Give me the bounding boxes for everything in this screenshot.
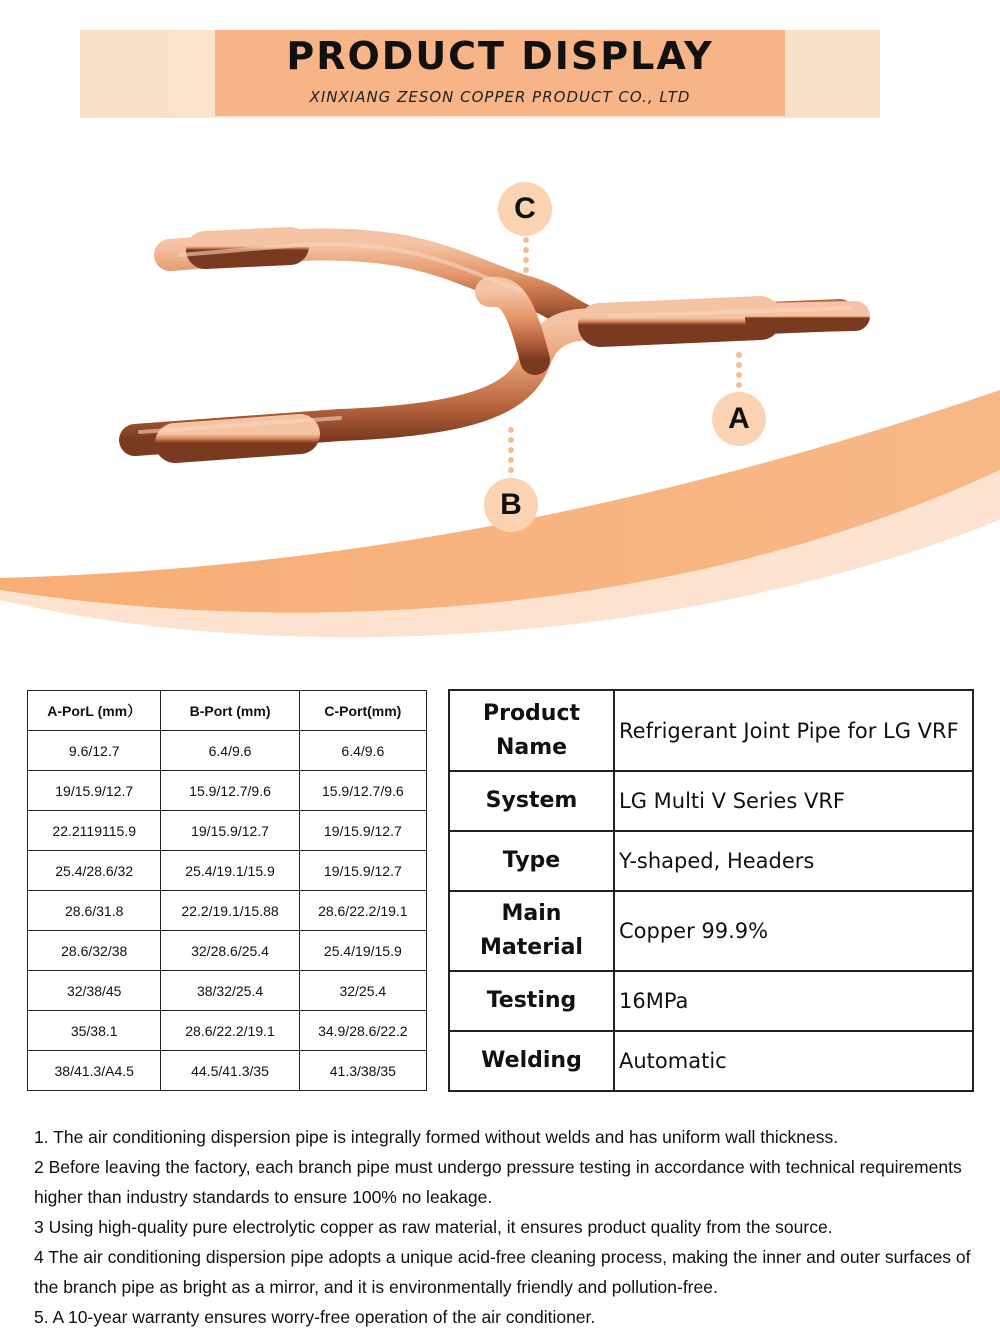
table-row	[28, 811, 427, 851]
table-row	[28, 971, 427, 1011]
spec-value: Refrigerant Joint Pipe for LG VRF	[614, 690, 973, 771]
spec-row	[449, 971, 973, 1031]
spec-key: Testing	[449, 971, 614, 1031]
header-c-port: C-Port(mm)	[299, 691, 426, 731]
table-row	[28, 931, 427, 971]
cell: 28.6/32/38	[28, 931, 161, 971]
note-item: 3 Using high-quality pure electrolytic copper as raw material, it ensures product quality from the source.	[34, 1217, 833, 1237]
spec-row	[449, 831, 973, 891]
note-item: 5. A 10-year warranty ensures worry-free operation of the air conditioner.	[34, 1307, 596, 1327]
cell: 6.4/9.6	[161, 731, 299, 771]
port-dimensions-table	[27, 690, 427, 1091]
cell: 6.4/9.6	[299, 731, 426, 771]
page-title: PRODUCT DISPLAY	[286, 34, 714, 78]
spec-key: Main Material	[449, 891, 614, 971]
table-row	[28, 1051, 427, 1091]
company-name: XINXIANG ZESON COPPER PRODUCT CO., LTD	[309, 88, 691, 106]
cell: 44.5/41.3/35	[161, 1051, 299, 1091]
table-row	[28, 731, 427, 771]
spec-value: Copper 99.9%	[614, 891, 973, 971]
spec-value: Automatic	[614, 1031, 973, 1091]
table-header-row	[28, 691, 427, 731]
table-row	[28, 851, 427, 891]
marker-a: A	[712, 392, 766, 446]
cell: 38/32/25.4	[161, 971, 299, 1011]
cell: 9.6/12.7	[28, 731, 161, 771]
table-row	[28, 771, 427, 811]
cell: 32/38/45	[28, 971, 161, 1011]
spec-row	[449, 1031, 973, 1091]
spec-key: Type	[449, 831, 614, 891]
cell: 25.4/19/15.9	[299, 931, 426, 971]
cell: 32/25.4	[299, 971, 426, 1011]
header-b-port: B-Port (mm)	[161, 691, 299, 731]
cell: 28.6/31.8	[28, 891, 161, 931]
note-item: 4 The air conditioning dispersion pipe adopts a unique acid-free cleaning process, making the inner and outer surfaces of the branch pipe as bright as a mirror, and it is environmentally friendly and pollution-free.	[34, 1247, 971, 1297]
header-a-port: A-PorL (mm）	[28, 691, 161, 731]
cell: 25.4/19.1/15.9	[161, 851, 299, 891]
table-row	[28, 891, 427, 931]
cell: 41.3/38/35	[299, 1051, 426, 1091]
spec-value: 16MPa	[614, 971, 973, 1031]
cell: 19/15.9/12.7	[299, 811, 426, 851]
table-row	[28, 1011, 427, 1051]
marker-c: C	[498, 182, 552, 236]
note-item: 1. The air conditioning dispersion pipe is integrally formed without welds and has uniform wall thickness.	[34, 1127, 839, 1147]
marker-b: B	[484, 478, 538, 532]
feature-notes	[34, 1122, 974, 1332]
spec-value: LG Multi V Series VRF	[614, 771, 973, 831]
cell: 38/41.3/A4.5	[28, 1051, 161, 1091]
spec-value: Y-shaped, Headers	[614, 831, 973, 891]
spec-key: System	[449, 771, 614, 831]
cell: 22.2119115.9	[28, 811, 161, 851]
cell: 34.9/28.6/22.2	[299, 1011, 426, 1051]
spec-row	[449, 891, 973, 971]
cell: 19/15.9/12.7	[161, 811, 299, 851]
cell: 32/28.6/25.4	[161, 931, 299, 971]
spec-key: Product Name	[449, 690, 614, 771]
product-spec-table	[448, 689, 974, 1092]
spec-row	[449, 690, 973, 771]
cell: 15.9/12.7/9.6	[299, 771, 426, 811]
cell: 28.6/22.2/19.1	[161, 1011, 299, 1051]
spec-key: Welding	[449, 1031, 614, 1091]
cell: 22.2/19.1/15.88	[161, 891, 299, 931]
cell: 25.4/28.6/32	[28, 851, 161, 891]
cell: 28.6/22.2/19.1	[299, 891, 426, 931]
spec-row	[449, 771, 973, 831]
note-item: 2 Before leaving the factory, each branch pipe must undergo pressure testing in accordance with technical requirements higher than industry standards to ensure 100% no leakage.	[34, 1157, 962, 1207]
cell: 19/15.9/12.7	[299, 851, 426, 891]
cell: 15.9/12.7/9.6	[161, 771, 299, 811]
cell: 35/38.1	[28, 1011, 161, 1051]
cell: 19/15.9/12.7	[28, 771, 161, 811]
